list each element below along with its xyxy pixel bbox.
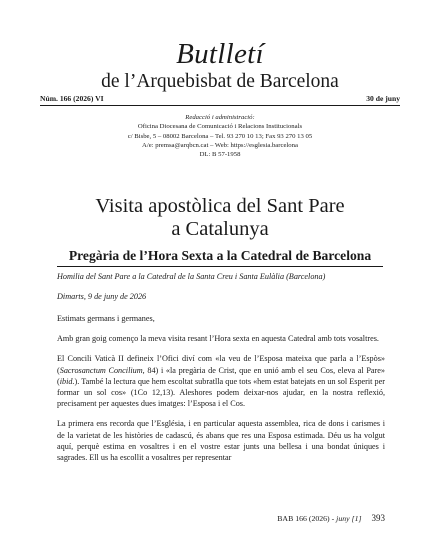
administration-heading: Redacció i administració: — [185, 114, 255, 121]
citation: Sacrosanctum Concilium — [59, 365, 143, 375]
homily-note: Homilia del Sant Pare a la Catedral de la Santa Creu i Santa Eulàlia (Barcelona) — [57, 272, 326, 281]
paragraph: Amb gran goig començo la meva visita resant l’Hora sexta en aquesta Catedral amb tots vosaltres. — [57, 334, 379, 344]
page-footer — [277, 513, 385, 523]
paragraph-text: , 84) i «la pregària de Crist, que en unió amb el seu Cos, eleva al Pare» ( — [57, 365, 385, 386]
issue-number: Núm. 166 (2026) VI — [40, 94, 104, 103]
section-divider — [57, 266, 383, 267]
footer-reference — [277, 514, 361, 523]
page-number: 393 — [371, 513, 385, 523]
issue-bar — [40, 94, 400, 106]
footer-reference-month: juny [1] — [336, 514, 362, 523]
administration-office: Oficina Diocesana de Comunicació i Relacions Institucionals — [137, 123, 303, 131]
administration-address: c/ Bisbe, 5 – 08002 Barcelona – Tel. 93 270 10 13; Fax 93 270 13 05 — [127, 132, 313, 140]
article-title-line: a Catalunya — [171, 218, 269, 240]
administration-contact: A/e: premsa@arqbcn.cat – Web: https://esglesia.barcelona — [142, 141, 298, 149]
date-line: Dimarts, 9 de juny de 2026 — [57, 292, 147, 301]
paragraph-text: ). També la lectura que hem escoltat subratlla que tots «hem estat batejats en un sol Esperit per formar un sol cos» (1Co 12,13). Aleshores podem deixar-nos ajudar, en la nostra reflexió, precisament per aquestes dues imatges: l’Esposa i el Cos. — [57, 376, 385, 409]
article-title-line: Visita apostòlica del Sant Pare — [95, 195, 345, 217]
article-body — [57, 313, 385, 472]
paragraph — [57, 353, 385, 409]
bulletin-subtitle: de l’Arquebisbat de Barcelona — [101, 71, 339, 92]
paragraph-text: El Concili Vaticà II defineix l’Ofici diví com «la veu de l’Esposa mateixa que parla a l’Espòs» ( — [57, 354, 385, 375]
issue-date: 30 de juny — [366, 94, 400, 103]
citation: ibid. — [59, 376, 75, 386]
bulletin-title: Butlletí — [176, 38, 264, 70]
masthead — [40, 38, 400, 93]
section-title: Pregària de l’Hora Sexta a la Catedral de Barcelona — [68, 248, 372, 263]
administration-legal-deposit: DL: B 57-1958 — [199, 151, 241, 159]
paragraph: La primera ens recorda que l’Església, i en particular aquesta assemblea, rica de dons i carismes i de la varietat de les històries de cadascú, és abans que res una Esposa estimada. Déu us ha volgut aquí, perquè estima en vosaltres i en el vostre estar junts una bellesa i una bondat úniques i sagrades. Ell us ha escollit a vosaltres per representar — [57, 419, 385, 463]
footer-reference-text: BAB 166 (2026) - — [277, 514, 337, 523]
article-title — [40, 195, 400, 241]
administration-block — [40, 113, 400, 159]
paragraph: Estimats germans i germanes, — [57, 314, 155, 323]
